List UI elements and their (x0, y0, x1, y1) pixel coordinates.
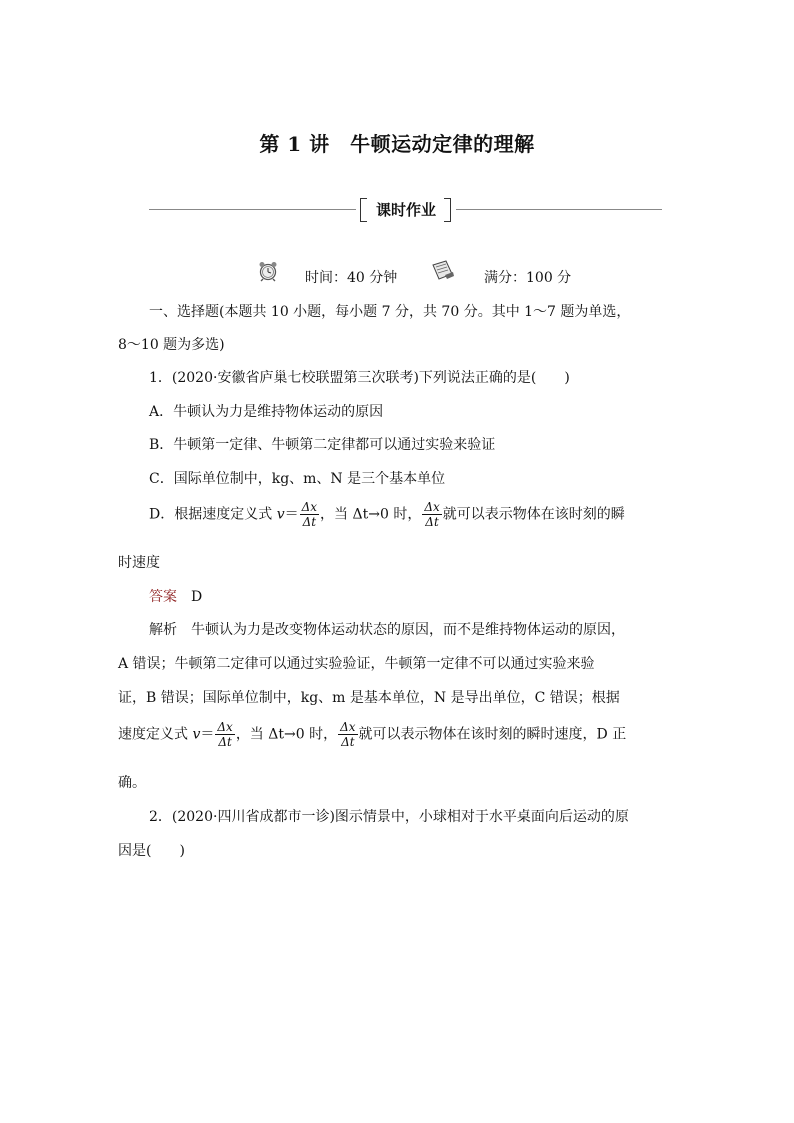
paper-score-icon (430, 259, 456, 281)
page-title: 第 1 讲 牛顿运动定律的理解 (259, 132, 535, 156)
equals-sign: ＝ (200, 726, 215, 743)
analysis-line-5: 确。 (118, 775, 146, 791)
alarm-clock-icon (256, 260, 280, 282)
analysis-line-2: A 错误；牛顿第二定律可以通过实验验证，牛顿第一定律不可以通过实验来验 (118, 656, 595, 672)
option-d-prefix: D．根据速度定义式 (149, 506, 277, 523)
answer (149, 587, 202, 607)
time-limit: 时间：40 分钟 (305, 270, 398, 286)
section-bracket-right (444, 198, 451, 222)
fraction-numerator: Δx (340, 720, 356, 734)
analysis-line-3: 证，B 错误；国际单位制中，kg、m 是基本单位，N 是导出单位，C 错误；根据 (118, 690, 620, 706)
analysis-line-1 (149, 620, 625, 640)
question-2-line-2: 因是( ) (118, 843, 185, 859)
fraction-denominator: Δt (302, 515, 317, 529)
section-rule-right (456, 209, 662, 210)
option-a: A．牛顿认为力是维持物体运动的原因 (149, 404, 384, 420)
answer-value: D (191, 589, 203, 605)
fraction-numerator: Δx (301, 500, 318, 514)
option-d-suffix: 就可以表示物体在该时刻的瞬 (442, 506, 625, 523)
analysis-line-4-suffix: 就可以表示物体在该时刻的瞬时速度，D 正 (358, 726, 627, 743)
analysis-line-4 (118, 720, 626, 749)
score-total: 满分：100 分 (484, 270, 572, 286)
fraction (422, 500, 441, 529)
fraction-denominator: Δt (218, 735, 232, 749)
question-2-line-1: 2．(2020·四川省成都市一诊)图示情景中，小球相对于水平桌面向后运动的原 (149, 809, 629, 825)
question-1-stem: 1．(2020·安徽省庐巢七校联盟第三次联考)下列说法正确的是( ) (149, 370, 570, 386)
section-bracket-left (360, 198, 367, 222)
intro-line-2: 8～10 题为多选) (118, 337, 225, 353)
option-c: C．国际单位制中，kg、m、N 是三个基本单位 (149, 471, 446, 487)
equals-sign: ＝ (284, 506, 299, 523)
option-d (149, 500, 625, 529)
fraction-denominator: Δt (341, 735, 355, 749)
analysis-text: 牛顿认为力是改变物体运动状态的原因，而不是维持物体运动的原因， (191, 622, 625, 638)
analysis-label: 解析 (149, 622, 177, 638)
fraction (300, 500, 319, 529)
fraction-denominator: Δt (425, 515, 439, 529)
fraction-numerator: Δx (217, 720, 233, 734)
fraction (215, 720, 234, 749)
answer-label: 答案 (149, 589, 177, 605)
section-rule-left (149, 209, 356, 210)
fraction-numerator: Δx (424, 500, 440, 514)
option-b: B．牛顿第一定律、牛顿第二定律都可以通过实验来验证 (149, 437, 496, 453)
section-title: 课时作业 (375, 201, 436, 219)
velocity-symbol: v (276, 506, 285, 523)
fraction (338, 720, 357, 749)
option-d-middle: ，当 Δt→0 时， (320, 506, 422, 523)
velocity-symbol: v (192, 726, 201, 743)
option-d-continuation: 时速度 (118, 555, 160, 571)
analysis-line-4-middle: ，当 Δt→0 时， (235, 726, 338, 743)
intro-line-1: 一、选择题(本题共 10 小题，每小题 7 分，共 70 分。其中 1～7 题为单选， (149, 304, 631, 320)
analysis-line-4-prefix: 速度定义式 (118, 726, 193, 743)
